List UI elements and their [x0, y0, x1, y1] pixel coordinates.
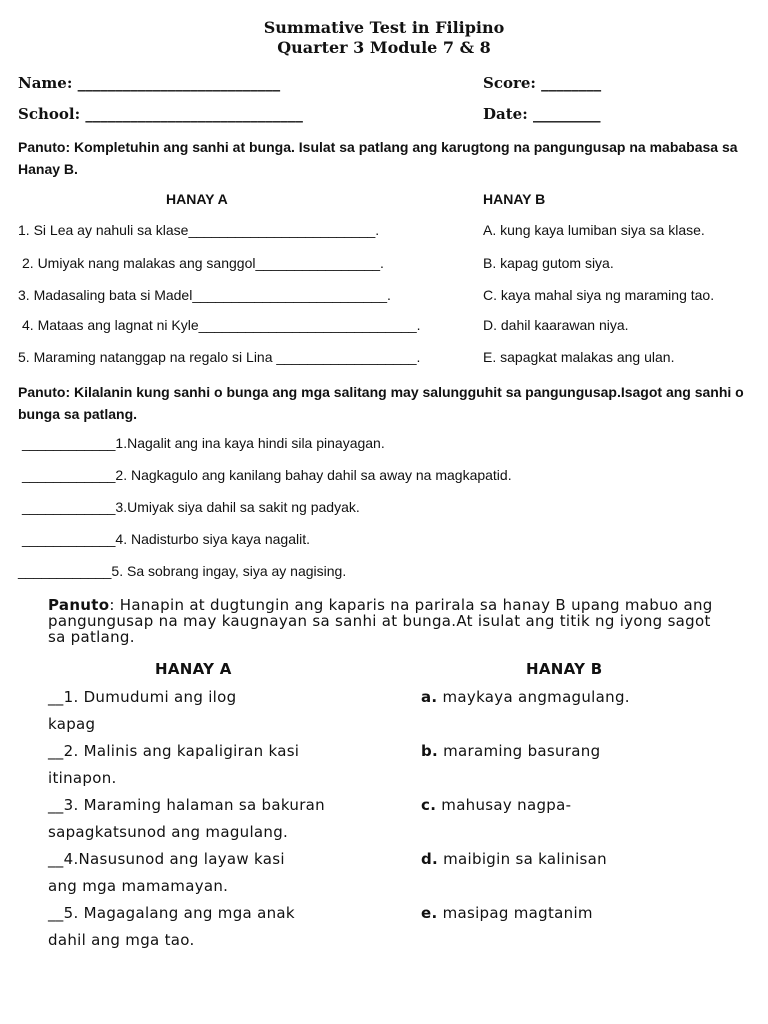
part1-hanay-a-heading: HANAY A [166, 191, 228, 207]
part1-item-a[interactable]: 3. Madasaling bata si Madel_________________________. [18, 287, 391, 303]
part1-item-b: D. dahil kaarawan niya. [483, 317, 629, 333]
part3-item-a-continuation: sapagkatsunod ang magulang. [48, 823, 289, 841]
part2-item[interactable]: ____________2. Nagkagulo ang kanilang bahay dahil sa away na magkapatid. [22, 467, 512, 483]
part2-item[interactable]: ____________3.Umiyak siya dahil sa sakit ng padyak. [22, 499, 360, 515]
part3-item-b-text: mahusay nagpa- [441, 796, 572, 814]
part1-item-a[interactable]: 4. Mataas ang lagnat ni Kyle____________________________. [22, 317, 421, 333]
part1-item-b: E. sapagkat malakas ang ulan. [483, 349, 675, 365]
part3-item-b-letter: b. [421, 742, 439, 760]
worksheet-title: Summative Test in Filipino [263, 18, 505, 37]
part3-hanay-a-heading: HANAY A [155, 660, 232, 678]
part3-item-a-continuation: dahil ang mga tao. [48, 931, 195, 949]
part3-item-b-letter: a. [421, 688, 438, 706]
part3-item-b-text: maibigin sa kalinisan [443, 850, 607, 868]
part3-instruction-label: Panuto [48, 596, 110, 614]
part1-item-a[interactable]: 1. Si Lea ay nahuli sa klase________________________. [18, 222, 380, 238]
part3-item-a-continuation: kapag [48, 715, 96, 733]
name-field[interactable]: Name: ___________________________ [18, 74, 281, 92]
part3-item-b-text: maraming basurang [443, 742, 601, 760]
worksheet-subtitle: Quarter 3 Module 7 & 8 [277, 38, 491, 57]
part3-item-b [421, 904, 593, 922]
part1-instruction: Panuto: Kompletuhin ang sanhi at bunga. Isulat sa patlang ang karugtong na pangungusap na mababasa sa Hanay B. [18, 139, 738, 177]
score-field[interactable]: Score: ________ [483, 74, 602, 92]
part1-item-b: C. kaya mahal siya ng maraming tao. [483, 287, 715, 303]
part3-item-b-text: masipag magtanim [442, 904, 593, 922]
part1-item-b: A. kung kaya lumiban siya sa klase. [483, 222, 705, 238]
part3-item-a-continuation: itinapon. [48, 769, 117, 787]
part1-hanay-b-heading: HANAY B [483, 191, 546, 207]
part3-item-b-letter: c. [421, 796, 437, 814]
part2-item[interactable]: ____________4. Nadisturbo siya kaya nagalit. [22, 531, 310, 547]
part3-item-b-letter: e. [421, 904, 438, 922]
part3-instruction-text: : Hanapin at dugtungin ang kaparis na parirala sa hanay B upang mabuo ang pangungusap na may kaugnayan sa sanhi at bunga.At isulat ang titik ng iyong sagot sa patlang. [48, 596, 713, 646]
part3-item-b-letter: d. [421, 850, 439, 868]
school-field[interactable]: School: _____________________________ [18, 105, 303, 123]
date-field[interactable]: Date: _________ [483, 105, 601, 123]
part3-item-b [421, 742, 600, 760]
part1-item-a[interactable]: 5. Maraming natanggap na regalo si Lina __________________. [18, 349, 421, 365]
part2-item[interactable]: ____________5. Sa sobrang ingay, siya ay nagising. [18, 563, 347, 579]
part3-item-a[interactable]: __2. Malinis ang kapaligiran kasi [48, 742, 300, 760]
part3-hanay-b-heading: HANAY B [526, 660, 603, 678]
part3-item-a[interactable]: __1. Dumudumi ang ilog [48, 688, 237, 706]
part1-item-b: B. kapag gutom siya. [483, 255, 614, 271]
part3-item-a-continuation: ang mga mamamayan. [48, 877, 229, 895]
part3-instruction [48, 597, 728, 645]
part2-instruction: Panuto: Kilalanin kung sanhi o bunga ang mga salitang may salungguhit sa pangungusap.Isagot ang sanhi o bunga sa patlang. [18, 384, 744, 422]
part1-item-a[interactable]: 2. Umiyak nang malakas ang sanggol________________. [22, 255, 384, 271]
part3-item-a[interactable]: __4.Nasusunod ang layaw kasi [48, 850, 285, 868]
part3-item-b [421, 688, 630, 706]
part3-item-b-text: maykaya angmagulang. [442, 688, 630, 706]
part3-item-b [421, 796, 571, 814]
part3-item-a[interactable]: __3. Maraming halaman sa bakuran [48, 796, 325, 814]
part2-item[interactable]: ____________1.Nagalit ang ina kaya hindi sila pinayagan. [22, 435, 385, 451]
part3-item-a[interactable]: __5. Magagalang ang mga anak [48, 904, 295, 922]
part3-item-b [421, 850, 607, 868]
